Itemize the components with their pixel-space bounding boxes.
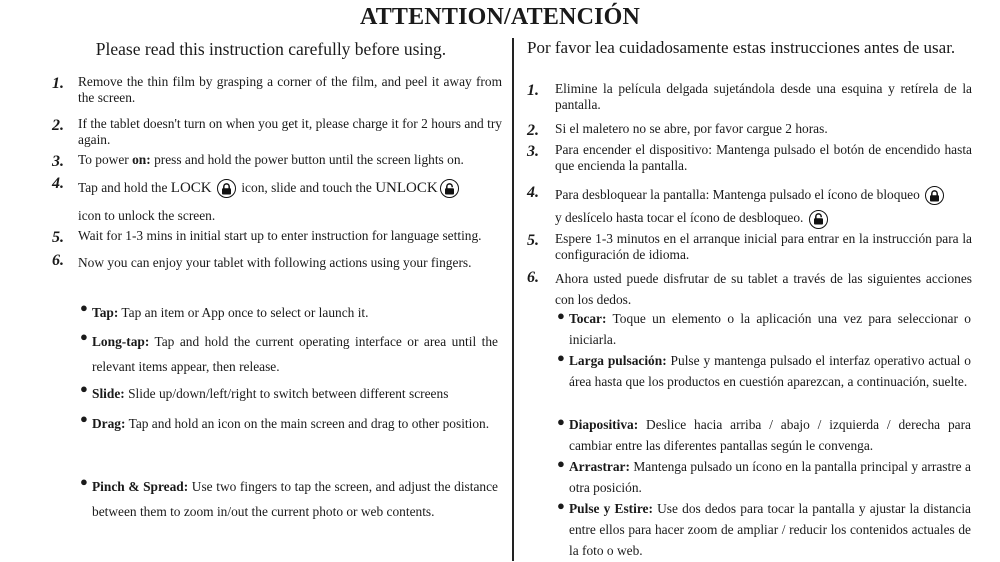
step-text-part: y deslícelo hasta tocar el ícono de desbloqueo. — [555, 210, 804, 226]
step-number: 3. — [52, 153, 64, 170]
spanish-bullet-arrastrar — [557, 456, 971, 498]
english-bullet-pinch-spread — [80, 474, 498, 525]
bullet-description: Slide up/down/left/right to switch between different screens — [124, 386, 449, 401]
bullet-text — [92, 300, 498, 325]
bullet-description: Deslice hacia arriba / abajo / izquierda / derecha para cambiar entre las diferentes pantallas según le convenga. — [569, 417, 971, 454]
english-step-5 — [40, 228, 502, 248]
bullet-dot: ● — [557, 498, 565, 513]
english-bullet-long-tap — [80, 329, 498, 380]
step-text-part: Tap and hold the — [78, 180, 171, 195]
bullet-text — [569, 414, 971, 456]
bullet-dot: ● — [80, 411, 88, 426]
step-text: Ahora usted puede disfrutar de su tablet a través de las siguientes acciones con los dedos. — [555, 271, 972, 308]
spanish-step-2 — [527, 121, 972, 141]
bullet-text — [569, 308, 971, 350]
spanish-bullet-pulse-estire — [557, 498, 971, 562]
bullet-text — [92, 474, 498, 525]
bullet-text — [569, 456, 971, 498]
english-bullet-tap — [80, 300, 498, 325]
step-text: Now you can enjoy your tablet with following actions using your fingers. — [78, 255, 472, 270]
bullet-text — [569, 350, 971, 392]
step-text-part: icon to unlock the screen. — [78, 207, 216, 223]
bullet-text — [569, 498, 971, 562]
english-bullet-slide — [80, 381, 498, 406]
bullet-label: Larga pulsación: — [569, 353, 667, 368]
step-text: If the tablet doesn't turn on when you get it, please charge it for 2 hours and try again. — [78, 116, 502, 148]
step-number: 4. — [52, 175, 64, 192]
spanish-bullet-larga-pulsacion — [557, 350, 971, 392]
step-text: Remove the thin film by grasping a corner of the film, and peel it away from the screen. — [78, 74, 502, 106]
step-text: Wait for 1-3 mins in initial start up to enter instruction for language setting. — [78, 228, 482, 243]
bullet-dot: ● — [80, 300, 88, 315]
bullet-description: Tap and hold an icon on the main screen and drag to other position. — [125, 416, 490, 431]
bullet-description: Mantenga pulsado un ícono en la pantalla principal y arrastre a otra posición. — [569, 459, 971, 496]
step-text-part: To power — [78, 152, 133, 167]
unlock-word: UNLOCK — [375, 180, 438, 196]
bullet-label: Diapositiva: — [569, 417, 639, 432]
lock-icon — [925, 186, 944, 205]
english-step-3 — [40, 152, 502, 172]
bullet-label: Drag: — [92, 416, 126, 431]
bullet-dot: ● — [80, 329, 88, 344]
lock-icon — [217, 179, 236, 198]
english-column — [40, 38, 502, 520]
bullet-text — [92, 411, 498, 436]
bullet-dot: ● — [557, 456, 565, 471]
unlock-icon — [809, 210, 828, 229]
step-number: 1. — [527, 82, 539, 99]
bullet-label: Tocar: — [569, 311, 607, 326]
spanish-step-3 — [527, 142, 972, 175]
spanish-intro: Por favor lea cuidadosamente estas instrucciones antes de usar. — [527, 38, 956, 57]
spanish-bullet-tocar — [557, 308, 971, 350]
bullet-dot: ● — [80, 474, 88, 489]
step-text: Para encender el dispositivo: Mantenga pulsado el botón de encendido hasta que encienda la pantalla. — [555, 142, 972, 174]
english-step-2 — [40, 116, 502, 149]
step-text: Espere 1-3 minutos en el arranque inicial para entrar en la instrucción para la configuración de idioma. — [555, 231, 972, 263]
step-number: 2. — [52, 117, 64, 134]
step-number: 1. — [52, 75, 64, 92]
bullet-label: Long-tap: — [92, 334, 150, 349]
step-number: 4. — [527, 184, 539, 201]
spanish-step-5 — [527, 231, 972, 264]
step-number: 3. — [527, 143, 539, 160]
bullet-description: Pulse y mantenga pulsado el interfaz operativo actual o área hasta que los productos en cuestión aparezcan, a continuación, suelte. — [569, 353, 971, 390]
step-text-bold: on: — [132, 152, 151, 167]
english-step-4 — [40, 174, 502, 228]
step-number: 6. — [52, 252, 64, 269]
bullet-description: Use dos dedos para tocar la pantalla y ajustar la distancia entre ellos para hacer zoom de ampliar / reducir los contenidos actuales de la foto o web. — [569, 501, 971, 559]
spanish-step-6 — [527, 268, 972, 310]
step-text-part: Para desbloquear la pantalla: Mantenga pulsado el ícono de bloqueo — [555, 187, 920, 202]
english-step-6 — [40, 251, 502, 275]
bullet-label: Slide: — [92, 386, 125, 401]
spanish-step-1 — [527, 81, 972, 114]
step-text — [78, 152, 502, 172]
bullet-text — [92, 381, 498, 406]
bullet-label: Arrastrar: — [569, 459, 630, 474]
bullet-description: Use two fingers to tap the screen, and adjust the distance between them to zoom in/out the current photo or web contents. — [92, 479, 498, 520]
page-title: ATTENTION/ATENCIÓN — [359, 4, 641, 30]
step-number: 5. — [52, 229, 64, 246]
spanish-bullet-diapositiva — [557, 414, 971, 456]
bullet-dot: ● — [557, 350, 565, 365]
step-text — [555, 183, 972, 230]
step-text: Elimine la película delgada sujetándola desde una esquina y retírela de la pantalla. — [555, 81, 972, 113]
column-divider — [512, 38, 514, 561]
step-text-part: icon, slide and touch the — [237, 180, 376, 195]
english-step-1 — [40, 74, 502, 107]
step-text: Si el maletero no se abre, por favor cargue 2 horas. — [555, 121, 828, 136]
bullet-label: Pulse y Estire: — [569, 501, 653, 516]
spanish-step-4 — [527, 183, 972, 230]
bullet-dot: ● — [557, 308, 565, 323]
bullet-label: Pinch & Spread: — [92, 479, 189, 494]
bullet-label: Tap: — [92, 305, 119, 320]
bullet-dot: ● — [80, 381, 88, 396]
english-intro: Please read this instruction carefully before using. — [95, 39, 447, 59]
step-number: 5. — [527, 232, 539, 249]
step-number: 2. — [527, 122, 539, 139]
bullet-description: Toque un elemento o la aplicación una vez para seleccionar o iniciarla. — [569, 311, 971, 348]
bullet-description: Tap an item or App once to select or launch it. — [118, 305, 369, 320]
unlock-icon — [440, 179, 459, 198]
step-text-part: press and hold the power button until the screen lights on. — [150, 152, 464, 167]
lock-word: LOCK — [170, 180, 212, 196]
bullet-dot: ● — [557, 414, 565, 429]
bullet-text — [92, 329, 498, 380]
bullet-description: Tap and hold the current operating interface or area until the relevant items appear, then release. — [92, 334, 498, 375]
english-bullet-drag — [80, 411, 498, 436]
step-text — [78, 174, 502, 228]
step-number: 6. — [527, 269, 539, 286]
spanish-column — [527, 38, 972, 559]
